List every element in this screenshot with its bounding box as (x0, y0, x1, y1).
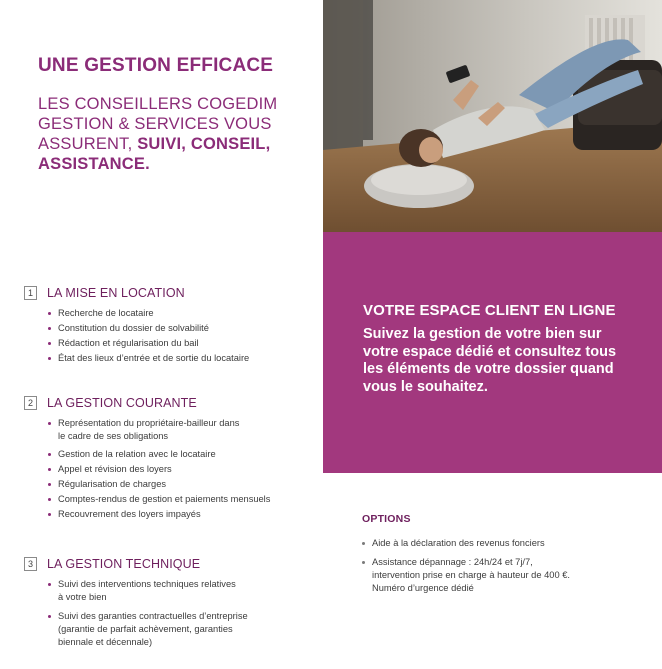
section-title: LA GESTION TECHNIQUE (47, 557, 201, 571)
section-header (24, 285, 314, 301)
option-item-line: intervention prise en charge à hauteur de 400 €. (372, 570, 570, 580)
section-gestion-technique (24, 556, 314, 651)
intro-line-3-start: ASSURENT, (38, 135, 138, 153)
espace-client-title: VOTRE ESPACE CLIENT EN LIGNE (363, 302, 616, 319)
espace-text-line: les éléments de votre dossier quand (363, 361, 614, 377)
list-item: Recouvrement des loyers impayés (46, 508, 268, 521)
section-gestion-courante (24, 395, 314, 523)
woman-with-phone-illustration (323, 0, 662, 232)
section-number: 1 (24, 286, 37, 300)
options-list (362, 537, 652, 595)
list-item-line: biennale et décennale) (58, 637, 153, 647)
list-item-line: Représentation du propriétaire-bailleur dans (58, 418, 240, 428)
option-item-line: Numéro d’urgence dédié (372, 583, 474, 593)
list-item (46, 578, 268, 604)
list-item-line: le cadre de ses obligations (58, 431, 169, 441)
intro-line-4-bold: ASSISTANCE. (38, 155, 150, 173)
left-column (0, 0, 322, 669)
list-item: État des lieux d’entrée et de sortie du locataire (46, 352, 298, 365)
hero-photo (323, 0, 662, 232)
section-list (24, 417, 314, 521)
list-item (46, 610, 268, 649)
espace-text-line: Suivez la gestion de votre bien sur (363, 326, 602, 342)
intro-line-1: LES CONSEILLERS COGEDIM (38, 95, 278, 113)
espace-text-line: votre espace dédié et consultez tous (363, 343, 617, 360)
section-header (24, 395, 314, 411)
list-item-line: Suivi des interventions techniques relatives (58, 579, 236, 589)
option-item-line: Assistance dépannage : 24h/24 et 7j/7, (372, 557, 533, 567)
list-item (46, 417, 268, 443)
section-title: LA GESTION COURANTE (47, 396, 197, 410)
espace-client-panel (323, 232, 662, 473)
espace-client-text (363, 326, 633, 396)
section-number: 3 (24, 557, 37, 571)
section-title: LA MISE EN LOCATION (47, 286, 185, 300)
section-mise-en-location (24, 285, 314, 367)
section-list (24, 307, 314, 365)
intro-text (38, 94, 308, 174)
list-item: Régularisation de charges (46, 478, 268, 491)
page-title: UNE GESTION EFFICACE (38, 55, 274, 76)
section-number: 2 (24, 396, 37, 410)
list-item: Constitution du dossier de solvabilité (46, 322, 268, 335)
list-item: Comptes-rendus de gestion et paiements mensuels (46, 493, 298, 506)
list-item: Recherche de locataire (46, 307, 268, 320)
option-item: Aide à la déclaration des revenus fonciers (362, 537, 622, 550)
options-block (362, 513, 652, 601)
intro-line-2: GESTION & SERVICES VOUS (38, 115, 272, 133)
section-header (24, 556, 314, 572)
section-list (24, 578, 314, 649)
list-item-line: (garantie de parfait achèvement, garanties (58, 624, 233, 634)
list-item-line: à votre bien (58, 592, 107, 602)
intro-line-3-bold: SUIVI, CONSEIL, (137, 135, 271, 153)
list-item: Gestion de la relation avec le locataire (46, 448, 268, 461)
intro-line-3 (38, 134, 308, 154)
list-item: Rédaction et régularisation du bail (46, 337, 268, 350)
options-title: OPTIONS (362, 513, 411, 525)
option-item (362, 556, 622, 595)
list-item-line: Suivi des garanties contractuelles d’entreprise (58, 611, 248, 621)
espace-text-line: vous le souhaitez. (363, 378, 488, 395)
list-item: Appel et révision des loyers (46, 463, 268, 476)
